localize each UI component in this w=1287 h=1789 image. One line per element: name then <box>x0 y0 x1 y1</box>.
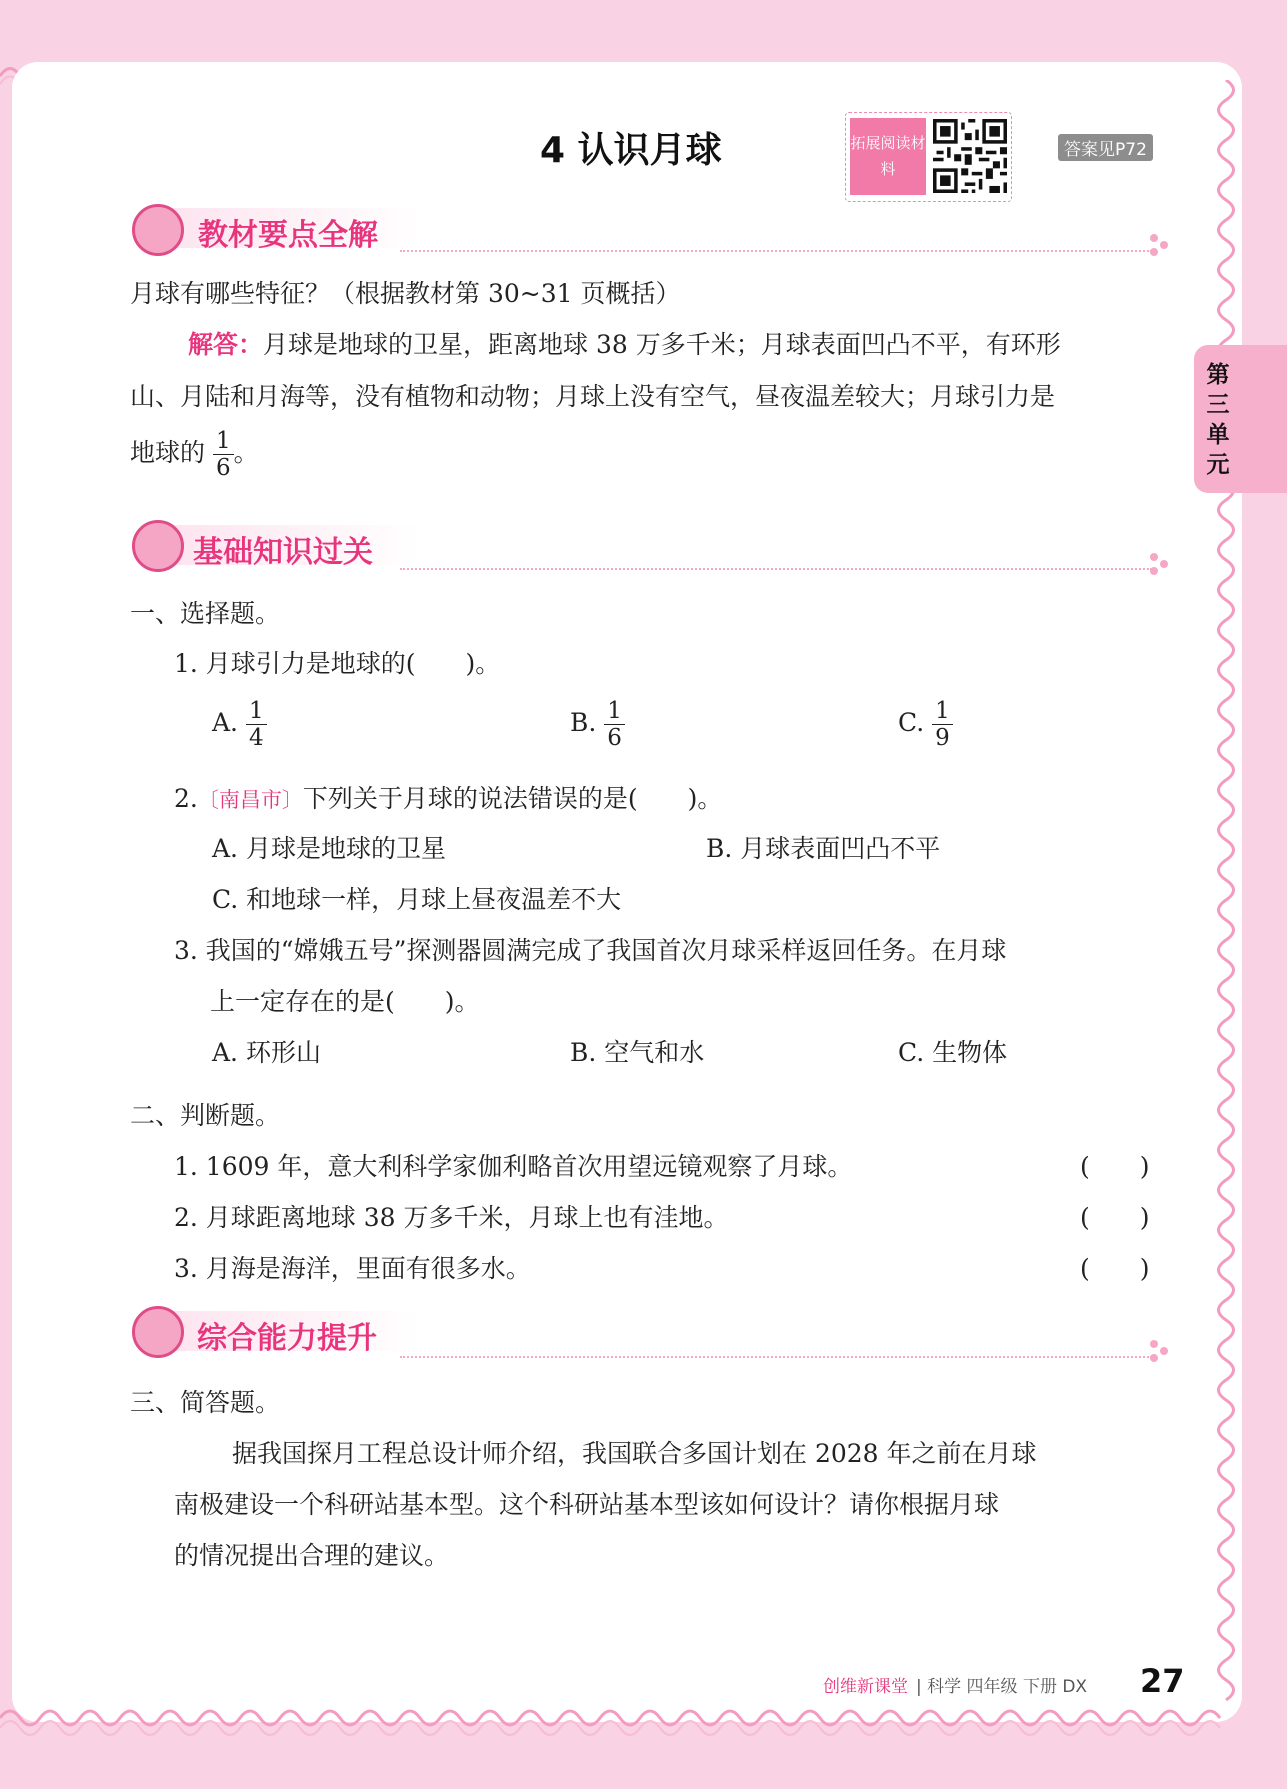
answer-parentheses: ( ) <box>1080 1254 1150 1283</box>
question-1: 1. 月球引力是地球的( )。 <box>174 649 501 678</box>
essay-line-1: 据我国探月工程总设计师介绍，我国联合多国计划在 2028 年之前在月球 <box>232 1439 1037 1468</box>
essay-line-2: 南极建设一个科研站基本型。这个科研站基本型该如何设计？请你根据月球 <box>174 1490 1000 1519</box>
part-title: 二、判断题。 <box>130 1101 281 1130</box>
fraction-numerator: 1 <box>213 428 234 455</box>
dots-decoration-icon <box>1148 232 1172 258</box>
fraction-numerator: 1 <box>932 698 953 725</box>
section-title: 教材要点全解 <box>198 218 378 253</box>
answer-text-1: 月球是地球的卫星，距离地球 38 万多千米；月球表面凹凸不平，有环形 <box>263 330 1061 359</box>
option-b: B. 空气和水 <box>570 1038 705 1067</box>
option-a: A. 环形山 <box>212 1038 321 1067</box>
page-number: 27 <box>1140 1662 1185 1700</box>
question-text: 下列关于月球的说法错误的是( )。 <box>302 784 723 813</box>
option-label: A. <box>212 708 239 737</box>
section-divider <box>400 1356 1152 1358</box>
answer-parentheses: ( ) <box>1080 1152 1150 1181</box>
footer-brand: 创维新课堂 <box>823 1677 908 1697</box>
fraction-one-sixth <box>213 428 234 481</box>
essay-line-3: 的情况提出合理的建议。 <box>174 1541 450 1570</box>
answer-line-3 <box>130 428 259 481</box>
answer-reference-badge: 答案见P72 <box>1058 134 1153 161</box>
fraction <box>246 698 267 751</box>
judgment-question-1: 1. 1609 年，意大利科学家伽利略首次用望远镜观察了月球。 <box>174 1152 853 1181</box>
option-label: C. <box>898 708 925 737</box>
section-divider <box>400 568 1152 570</box>
option-c: C. 生物体 <box>898 1038 1008 1067</box>
option-b: B. 月球表面凹凸不平 <box>706 834 941 863</box>
question-3-line-2: 上一定存在的是( )。 <box>210 987 480 1016</box>
judgment-question-2: 2. 月球距离地球 38 万多千米，月球上也有洼地。 <box>174 1203 729 1232</box>
part-title: 一、选择题。 <box>130 599 281 628</box>
judgment-question-3: 3. 月海是海洋，里面有很多水。 <box>174 1254 531 1283</box>
fraction-denominator: 9 <box>935 725 950 751</box>
page-sheet <box>12 62 1242 1722</box>
fraction-denominator: 4 <box>248 725 264 751</box>
part-title: 三、简答题。 <box>130 1388 281 1417</box>
cartoon-character-icon <box>132 520 184 572</box>
fraction-denominator: 6 <box>607 725 622 751</box>
fraction <box>604 698 625 751</box>
wavy-border-right <box>1206 80 1246 1720</box>
fraction-numerator: 1 <box>604 698 625 725</box>
answer-label: 解答： <box>188 330 264 359</box>
wavy-border-bottom <box>0 1704 1287 1744</box>
fraction-numerator: 1 <box>246 698 267 725</box>
fraction <box>932 698 953 751</box>
unit-side-tab-label: 第三单元 <box>1206 362 1230 478</box>
option-a <box>212 698 267 751</box>
option-c: C. 和地球一样，月球上昼夜温差不大 <box>212 885 622 914</box>
dots-decoration-icon <box>1148 1338 1172 1364</box>
answer-parentheses: ( ) <box>1080 1203 1150 1232</box>
qr-code-icon[interactable] <box>933 118 1007 194</box>
footer-info: | 科学 四年级 下册 DX <box>916 1677 1088 1697</box>
answer-line-1 <box>188 325 1061 361</box>
section-title: 基础知识过关 <box>193 535 373 570</box>
section-title: 综合能力提升 <box>197 1321 377 1356</box>
lesson-title: 4 认识月球 <box>540 130 722 171</box>
question-2 <box>174 779 722 815</box>
answer-line-2: 山、月陆和月海等，没有植物和动物；月球上没有空气，昼夜温差较大；月球引力是 <box>130 382 1056 411</box>
question-number: 2. <box>174 784 198 813</box>
question-3-line-1: 3. 我国的“嫦娥五号”探测器圆满完成了我国首次月球采样返回任务。在月球 <box>174 936 1007 965</box>
cartoon-character-icon <box>132 1306 184 1358</box>
answer-suffix: 。 <box>233 438 259 467</box>
fraction-denominator: 6 <box>215 455 231 481</box>
cartoon-character-icon <box>132 204 184 256</box>
option-b <box>570 698 625 751</box>
dots-decoration-icon <box>1148 551 1172 577</box>
option-a: A. 月球是地球的卫星 <box>212 834 446 863</box>
region-tag: 〔南昌市〕 <box>197 788 303 812</box>
option-label: B. <box>570 708 597 737</box>
answer-text-3: 地球的 <box>130 438 206 467</box>
option-c <box>898 698 953 751</box>
question-text: 月球有哪些特征？（根据教材第 30~31 页概括） <box>130 279 681 308</box>
section-divider <box>400 250 1152 252</box>
qr-label: 拓展阅读材料 <box>850 118 926 195</box>
